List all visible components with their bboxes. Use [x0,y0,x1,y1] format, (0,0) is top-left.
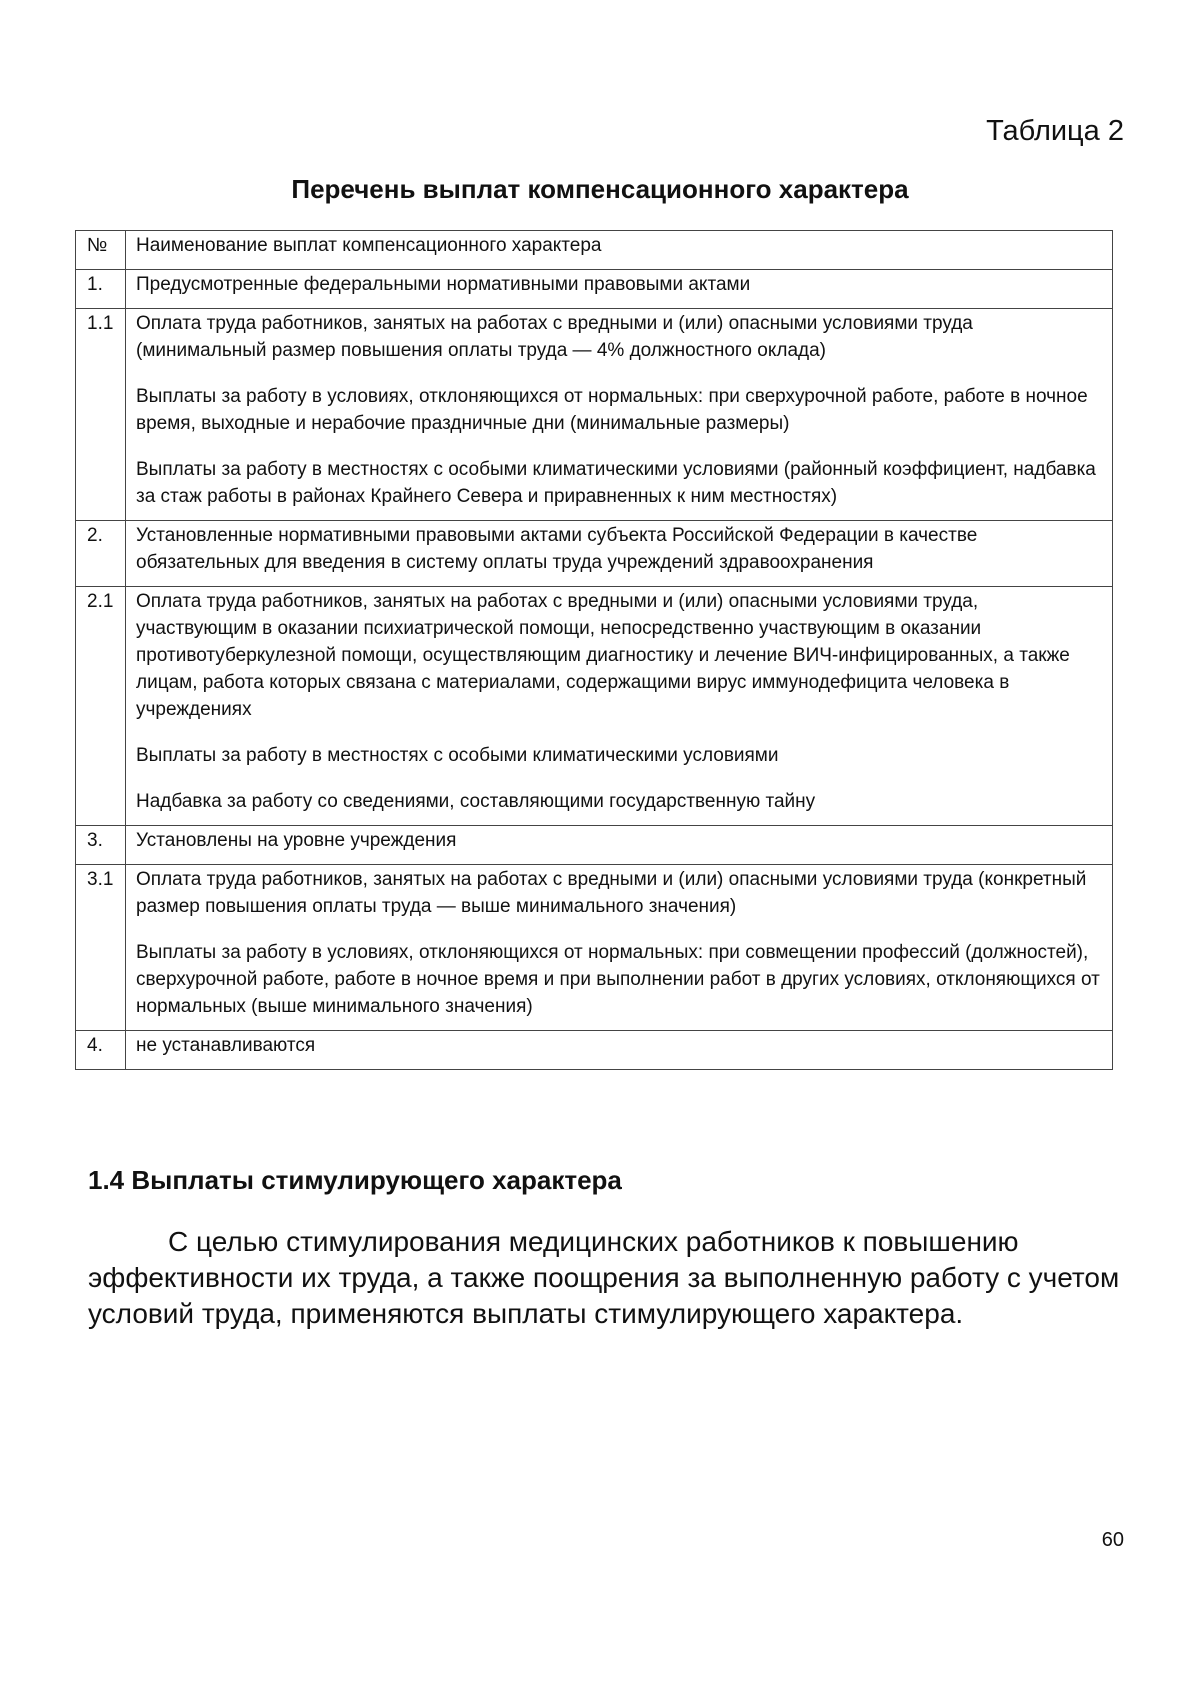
row-number: 3. [76,826,126,865]
table-row [76,270,1113,309]
row-description [126,826,1113,865]
table-row [76,521,1113,587]
page-number: 60 [1101,1529,1124,1551]
row-paragraph: не устанавливаются [136,1035,316,1056]
section-heading: 1.4 Выплаты стимулирующего характера [88,1165,622,1195]
compensation-payments-table [75,230,1113,1070]
table-header-row [76,231,1113,270]
row-number: 3.1 [76,865,126,1031]
table-row [76,587,1113,826]
row-number: 2.1 [76,587,126,826]
row-number: 4. [76,1031,126,1070]
row-description [126,587,1113,826]
table-row [76,826,1113,865]
row-description [126,309,1113,521]
row-paragraph: Выплаты за работу в условиях, отклоняющихся от нормальных: при сверхурочной работе, работе в ночное время, выходные и нерабочие праздничные дни (минимальные размеры) [136,386,1088,434]
row-number: 1. [76,270,126,309]
body-paragraph: С целью стимулирования медицинских работников к повышению эффективности их труда, а также поощрения за выполненную работу с учетом условий труда, применяются выплаты стимулирующего характера. [88,1226,1120,1329]
row-description [126,521,1113,587]
row-paragraph: Оплата труда работников, занятых на работах с вредными и (или) опасными условиями труда, участвующим в оказании психиатрической помощи, непосредственно участвующим в оказании противотуберкулезной помощи, осуществляющим диагностику и лечение ВИЧ-инфицированных, а также лицам, работа которых связана с материалами, содержащими вирус иммунодефицита человека в учреждениях [136,591,1070,720]
row-paragraph: Оплата труда работников, занятых на работах с вредными и (или) опасными условиями труда (конкретный размер повышения оплаты труда — выше минимального значения) [136,869,1087,917]
table-row [76,1031,1113,1070]
row-paragraph: Надбавка за работу со сведениями, составляющими государственную тайну [136,791,816,812]
row-paragraph: Выплаты за работу в местностях с особыми климатическими условиями (районный коэффициент, надбавка за стаж работы в районах Крайнего Севера и приравненных к ним местностях) [136,459,1096,507]
table-row [76,309,1113,521]
header-number: № [76,231,126,270]
row-description [126,865,1113,1031]
row-description [126,270,1113,309]
row-number: 2. [76,521,126,587]
row-number: 1.1 [76,309,126,521]
row-paragraph: Оплата труда работников, занятых на работах с вредными и (или) опасными условиями труда (минимальный размер повышения оплаты труда — 4% должностного оклада) [136,313,973,361]
row-paragraph: Установленные нормативными правовыми актами субъекта Российской Федерации в качестве обязательных для введения в систему оплаты труда учреждений здравоохранения [136,525,978,573]
table-caption: Таблица 2 [986,115,1124,147]
header-name: Наименование выплат компенсационного характера [126,231,1113,270]
row-description [126,1031,1113,1070]
table-row [76,865,1113,1031]
row-paragraph: Выплаты за работу в условиях, отклоняющихся от нормальных: при совмещении профессий (должностей), сверхурочной работе, работе в ночное время и при выполнении работ в других условиях, отклоняющихся от нормальных (выше минимального значения) [136,942,1100,1017]
row-paragraph: Выплаты за работу в местностях с особыми климатическими условиями [136,745,779,766]
row-paragraph: Установлены на уровне учреждения [136,830,457,851]
row-paragraph: Предусмотренные федеральными нормативными правовыми актами [136,274,751,295]
table-title: Перечень выплат компенсационного характера [291,174,909,204]
